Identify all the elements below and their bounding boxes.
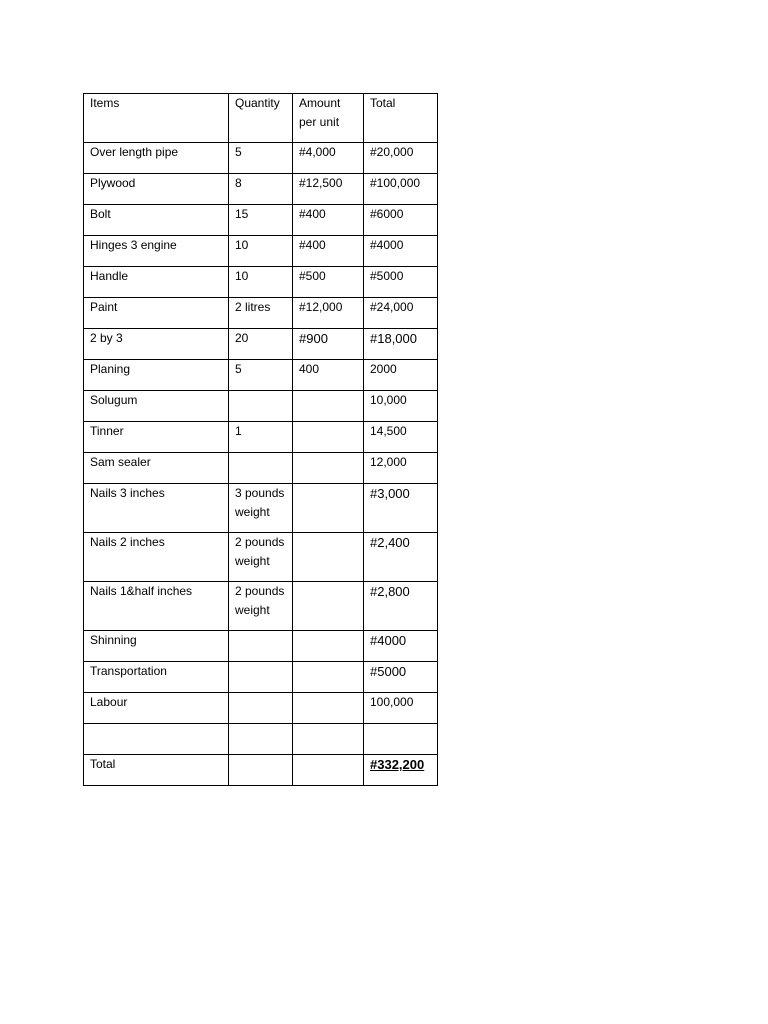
table-row xyxy=(84,631,438,662)
amount-cell xyxy=(293,391,364,422)
table-row xyxy=(84,453,438,484)
quantity-cell xyxy=(229,391,293,422)
item-cell: 2 by 3 xyxy=(84,329,229,360)
total-cell: #3,000 xyxy=(364,484,438,533)
table-header-row xyxy=(84,94,438,143)
footer-empty-quantity xyxy=(229,755,293,786)
quantity-cell: 3 pounds weight xyxy=(229,484,293,533)
amount-cell: #4,000 xyxy=(293,143,364,174)
quantity-cell: 2 litres xyxy=(229,298,293,329)
quantity-cell: 20 xyxy=(229,329,293,360)
quantity-cell: 10 xyxy=(229,236,293,267)
item-cell: Handle xyxy=(84,267,229,298)
item-cell: Nails 1&half inches xyxy=(84,582,229,631)
table-row xyxy=(84,391,438,422)
total-cell: #4000 xyxy=(364,631,438,662)
table-row xyxy=(84,298,438,329)
total-cell xyxy=(364,724,438,755)
amount-cell: 400 xyxy=(293,360,364,391)
table-row xyxy=(84,484,438,533)
total-cell: #6000 xyxy=(364,205,438,236)
quantity-cell: 10 xyxy=(229,267,293,298)
quantity-cell xyxy=(229,693,293,724)
amount-cell xyxy=(293,582,364,631)
amount-cell xyxy=(293,422,364,453)
cost-table xyxy=(83,93,438,786)
item-cell: Planing xyxy=(84,360,229,391)
item-cell: Over length pipe xyxy=(84,143,229,174)
header-amount-per-unit: Amount per unit xyxy=(293,94,364,143)
total-cell: #5000 xyxy=(364,662,438,693)
quantity-cell: 15 xyxy=(229,205,293,236)
amount-cell: #900 xyxy=(293,329,364,360)
amount-cell: #12,000 xyxy=(293,298,364,329)
amount-cell: #400 xyxy=(293,205,364,236)
amount-cell: #500 xyxy=(293,267,364,298)
amount-cell xyxy=(293,662,364,693)
table-footer-row xyxy=(84,755,438,786)
table-row-empty xyxy=(84,724,438,755)
item-cell: Tinner xyxy=(84,422,229,453)
table-row xyxy=(84,143,438,174)
total-cell: #18,000 xyxy=(364,329,438,360)
footer-grand-total-cell xyxy=(364,755,438,786)
table-row xyxy=(84,329,438,360)
amount-cell: #400 xyxy=(293,236,364,267)
item-cell: Sam sealer xyxy=(84,453,229,484)
grand-total-value: #332,200 xyxy=(370,757,425,772)
table-row xyxy=(84,662,438,693)
item-cell: Solugum xyxy=(84,391,229,422)
total-cell: 100,000 xyxy=(364,693,438,724)
amount-cell: #12,500 xyxy=(293,174,364,205)
total-cell: 12,000 xyxy=(364,453,438,484)
footer-total-label: Total xyxy=(84,755,229,786)
quantity-cell xyxy=(229,662,293,693)
table-row xyxy=(84,174,438,205)
quantity-cell xyxy=(229,453,293,484)
quantity-cell: 2 pounds weight xyxy=(229,582,293,631)
amount-cell xyxy=(293,631,364,662)
quantity-cell: 5 xyxy=(229,360,293,391)
quantity-cell: 5 xyxy=(229,143,293,174)
footer-empty-amount xyxy=(293,755,364,786)
total-cell: 2000 xyxy=(364,360,438,391)
amount-cell xyxy=(293,693,364,724)
total-cell: #2,400 xyxy=(364,533,438,582)
item-cell: Bolt xyxy=(84,205,229,236)
quantity-cell: 2 pounds weight xyxy=(229,533,293,582)
quantity-cell: 8 xyxy=(229,174,293,205)
header-total: Total xyxy=(364,94,438,143)
table-row xyxy=(84,533,438,582)
total-cell: #24,000 xyxy=(364,298,438,329)
amount-cell xyxy=(293,533,364,582)
table-row xyxy=(84,267,438,298)
table-row xyxy=(84,360,438,391)
total-cell: #5000 xyxy=(364,267,438,298)
total-cell: #20,000 xyxy=(364,143,438,174)
amount-cell xyxy=(293,484,364,533)
item-cell: Labour xyxy=(84,693,229,724)
total-cell: #100,000 xyxy=(364,174,438,205)
item-cell: Transportation xyxy=(84,662,229,693)
item-cell xyxy=(84,724,229,755)
table-row xyxy=(84,422,438,453)
total-cell: #2,800 xyxy=(364,582,438,631)
item-cell: Plywood xyxy=(84,174,229,205)
total-cell: #4000 xyxy=(364,236,438,267)
item-cell: Shinning xyxy=(84,631,229,662)
item-cell: Nails 2 inches xyxy=(84,533,229,582)
table-row xyxy=(84,236,438,267)
item-cell: Paint xyxy=(84,298,229,329)
table-row xyxy=(84,582,438,631)
table-row xyxy=(84,205,438,236)
quantity-cell: 1 xyxy=(229,422,293,453)
quantity-cell xyxy=(229,631,293,662)
amount-cell xyxy=(293,724,364,755)
item-cell: Nails 3 inches xyxy=(84,484,229,533)
total-cell: 14,500 xyxy=(364,422,438,453)
total-cell: 10,000 xyxy=(364,391,438,422)
header-quantity: Quantity xyxy=(229,94,293,143)
item-cell: Hinges 3 engine xyxy=(84,236,229,267)
amount-cell xyxy=(293,453,364,484)
table-row xyxy=(84,693,438,724)
header-items: Items xyxy=(84,94,229,143)
quantity-cell xyxy=(229,724,293,755)
